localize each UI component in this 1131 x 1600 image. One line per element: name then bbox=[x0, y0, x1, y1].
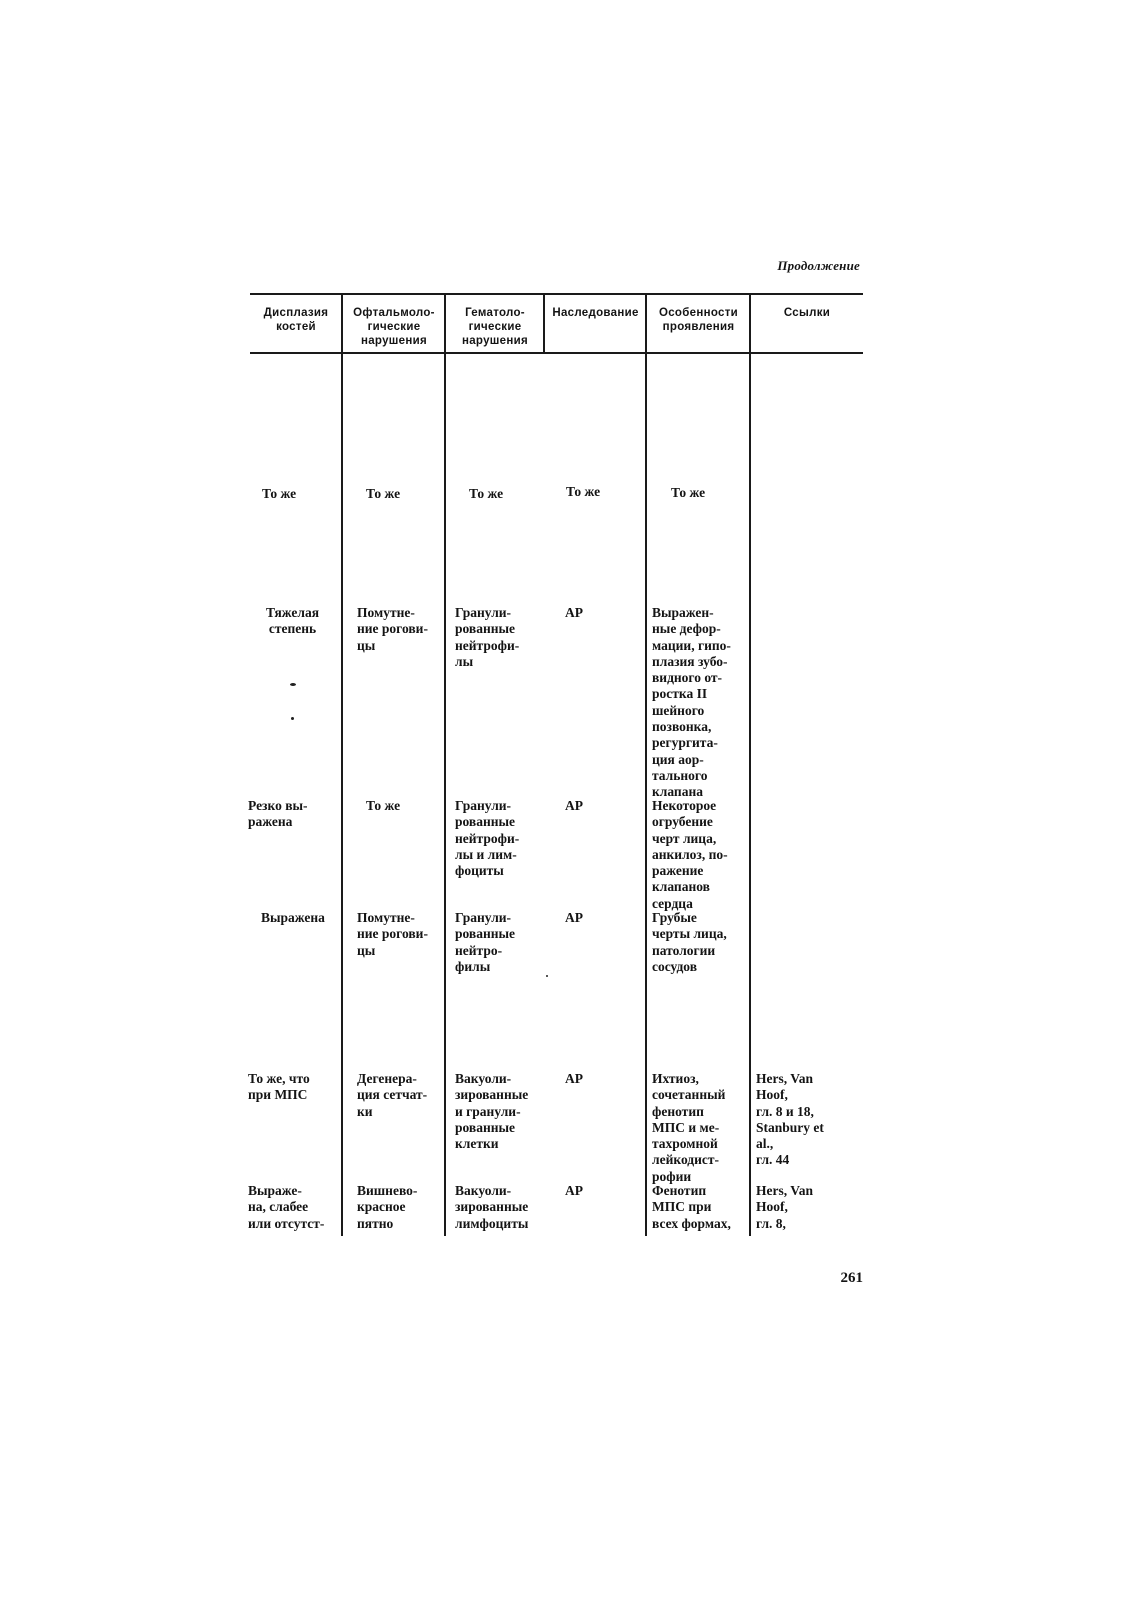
cell-inheritance: АР bbox=[565, 798, 583, 813]
header-ophthalmic: Офтальмоло- гические нарушения bbox=[353, 307, 435, 347]
cell-features: Грубые черты лица, патологии сосудов bbox=[652, 910, 727, 974]
cell-bone: Тяжелая степень bbox=[265, 605, 320, 637]
cell-features: Ихтиоз, сочетанный фенотип МПС и ме- тахромной лейкодист- рофии bbox=[652, 1071, 726, 1184]
cell-blood: То же bbox=[469, 486, 504, 501]
column-divider bbox=[341, 294, 343, 1236]
cell-features: То же bbox=[671, 485, 706, 500]
cell-bone: То же, что при МПС bbox=[248, 1071, 310, 1103]
cell-inheritance: АР bbox=[565, 910, 583, 925]
cell-blood: Гранули- рованные нейтрофи- лы bbox=[455, 605, 520, 669]
cell-eye: Вишнево- красное пятно bbox=[357, 1183, 418, 1231]
header-references: Ссылки bbox=[783, 307, 831, 319]
column-divider bbox=[645, 294, 647, 1236]
cell-eye: Помутне- ние рогови- цы bbox=[357, 605, 428, 653]
cell-bone: То же bbox=[262, 486, 297, 501]
cell-bone: Выражена bbox=[261, 910, 325, 925]
cell-eye: Дегенера- ция сетчат- ки bbox=[357, 1071, 428, 1119]
cell-features: Выражен- ные дефор- мации, гипо- плазия зубо- видного от- ростка II шейного позвонка, регургита- ция аор- тального клапана bbox=[652, 605, 731, 800]
cell-eye: То же bbox=[366, 486, 401, 501]
column-divider bbox=[444, 294, 446, 1236]
page-number: 261 bbox=[840, 1270, 863, 1286]
cell-blood: Гранули- рованные нейтрофи- лы и лим- фоциты bbox=[455, 798, 520, 879]
cell-blood: Гранули- рованные нейтро- филы bbox=[455, 910, 516, 974]
cell-blood: Вакуоли- зированные и гранули- рованные клетки bbox=[455, 1071, 529, 1152]
cell-eye: Помутне- ние рогови- цы bbox=[357, 910, 428, 958]
cell-inheritance: АР bbox=[565, 1071, 583, 1086]
scan-speck bbox=[546, 975, 548, 977]
header-hematologic: Гематоло- гические нарушения bbox=[461, 307, 529, 347]
header-bone-dysplasia: Дисплазия костей bbox=[263, 307, 329, 333]
cell-bone: Резко вы- ражена bbox=[248, 798, 308, 830]
cell-features: Фенотип МПС при всех формах, bbox=[652, 1183, 731, 1231]
cell-inheritance: АР bbox=[565, 1183, 583, 1198]
cell-bone: Выраже- на, слабее или отсутст- bbox=[248, 1183, 325, 1231]
cell-inheritance: АР bbox=[565, 605, 583, 620]
cell-eye: То же bbox=[366, 798, 401, 813]
cell-features: Некоторое огрубение черт лица, анкилоз, по- ражение клапанов сердца bbox=[652, 798, 728, 911]
cell-blood: Вакуоли- зированные лимфоциты bbox=[455, 1183, 529, 1231]
scan-speck bbox=[290, 683, 296, 686]
column-divider bbox=[749, 294, 751, 1236]
continued-label: Продолжение bbox=[777, 258, 860, 273]
header-features: Особенности проявления bbox=[658, 307, 739, 333]
header-inheritance: Наследование bbox=[552, 307, 639, 319]
cell-references: Hers, Van Hoof, гл. 8, bbox=[756, 1183, 814, 1231]
cell-inheritance: То же bbox=[566, 484, 601, 499]
scan-speck bbox=[291, 717, 294, 720]
cell-references: Hers, Van Hoof, гл. 8 и 18, Stanbury et al., гл. 44 bbox=[756, 1071, 824, 1168]
